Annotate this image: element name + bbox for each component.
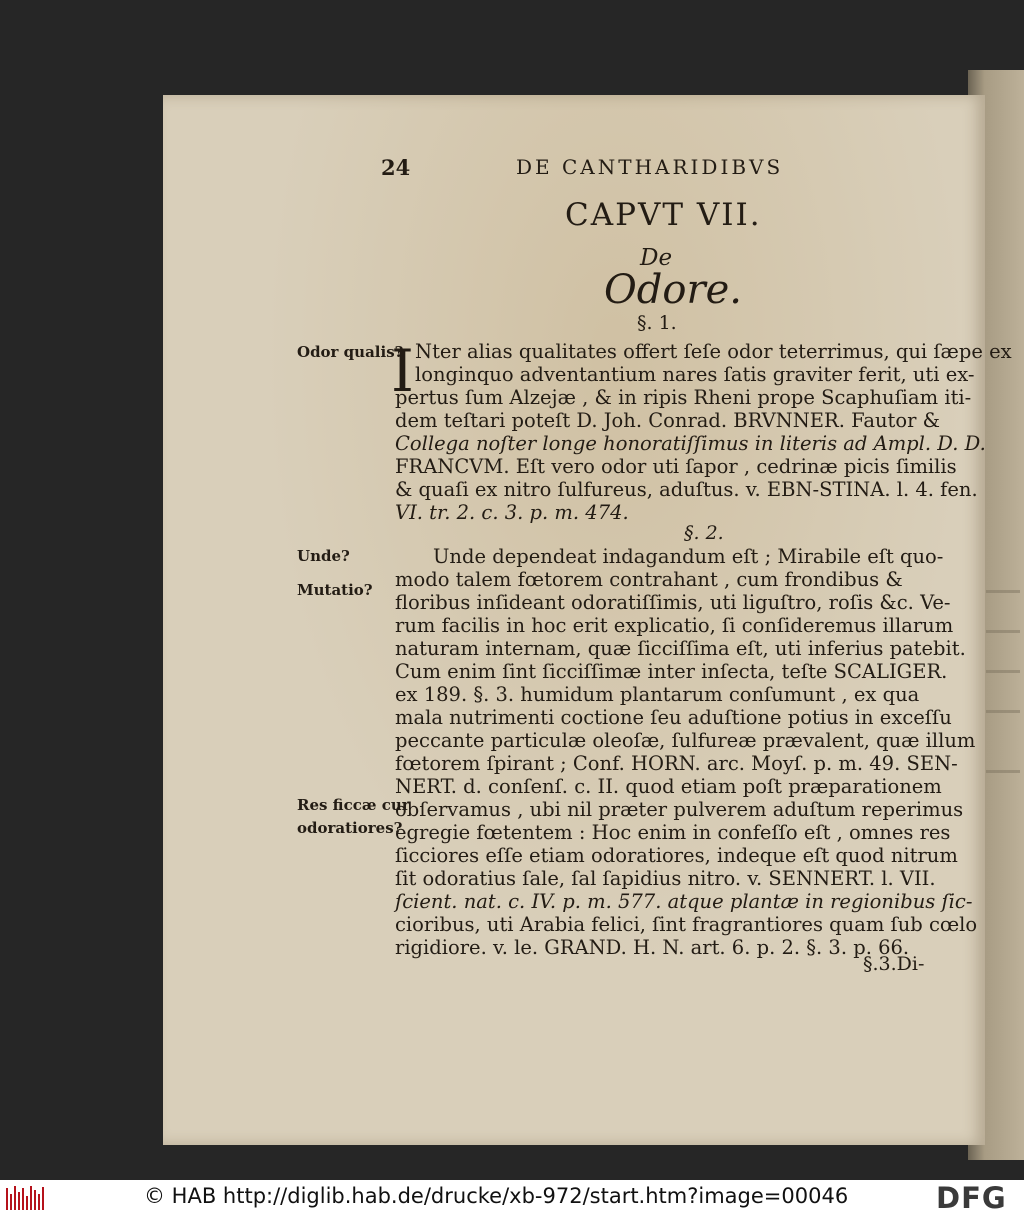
margin-note: Unde? (297, 547, 350, 565)
text-line: ſicciores eſſe etiam odoratiores, indeque eſt quod nitrum (395, 844, 958, 867)
text-line: FRANCVM. Eſt vero odor uti ſapor , cedrinæ picis ſimilis (395, 455, 957, 478)
credit-bar (0, 1180, 1024, 1216)
page-number: 24 (381, 155, 411, 180)
text-line: fœtorem ſpirant ; Conf. HORN. arc. Moyſ. p. m. 49. SEN- (395, 752, 958, 775)
dfg-logo: DFG (936, 1181, 1007, 1215)
drop-capital: I (391, 337, 414, 405)
text-line: dem teſtari poteſt D. Joh. Conrad. BRVNNER. Fautor & (395, 409, 940, 432)
text-line: rum facilis in hoc erit explicatio, ſi conſideremus illarum (395, 614, 954, 637)
catchword: §.3.Di- (863, 953, 925, 975)
text-line: Collega noſter longe honoratiſſimus in literis ad Ampl. D. D. (395, 432, 986, 455)
subtitle-main: Odore. (604, 267, 742, 313)
text-line: cioribus, uti Arabia felici, ſint fragrantiores quam ſub cœlo (395, 913, 978, 936)
margin-note: Res ficcæ cur (297, 796, 410, 814)
section-marker-2: §. 2. (684, 522, 724, 544)
text-line: naturam internam, quæ ſicciſſima eſt, uti inferius patebit. (395, 637, 966, 660)
text-line: ſcient. nat. c. IV. p. m. 577. atque plantæ in regionibus ſic- (395, 890, 973, 913)
section-marker-1: §. 1. (637, 312, 677, 334)
subtitle-de: De (640, 245, 673, 271)
margin-note: odoratiores? (297, 819, 403, 837)
text-line: modo talem fœtorem contrahant , cum frondibus & (395, 568, 903, 591)
margin-note: Mutatio? (297, 581, 373, 599)
text-line: rigidiore. v. le. GRAND. H. N. art. 6. p. 2. §. 3. p. 66. (395, 936, 910, 959)
text-line: Nter alias qualitates offert ſeſe odor teterrimus, qui ſæpe ex (415, 340, 1012, 363)
text-line: mala nutrimenti coctione ſeu aduſtione potius in exceſſu (395, 706, 952, 729)
text-line: peccante particulæ oleoſæ, ſulfureæ prævalent, quæ illum (395, 729, 976, 752)
running-head: DE CANTHARIDIBVS (516, 155, 784, 179)
text-line: Unde dependeat indagandum eſt ; Mirabile eſt quo- (433, 545, 944, 568)
chapter-title: CAPVT VII. (565, 197, 762, 233)
text-line: pertus ſum Alzejæ , & in ripis Rheni prope Scaphuſiam iti- (395, 386, 972, 409)
text-line: & quaſi ex nitro ſulfureus, aduſtus. v. EBN-STINA. l. 4. fen. (395, 478, 978, 501)
text-line: ſit odoratius ſale, ſal ſapidius nitro. v. SENNERT. l. VII. (395, 867, 936, 890)
hab-logo (6, 1186, 46, 1210)
text-line: NERT. d. conſenſ. c. II. quod etiam poſt præparationem (395, 775, 942, 798)
text-line: longinquo adventantium nares ſatis graviter ferit, uti ex- (415, 363, 975, 386)
text-line: obſervamus , ubi nil præter pulverem aduſtum reperimus (395, 798, 964, 821)
text-line: floribus inſideant odoratiſſimis, uti liguſtro, roſis &c. Ve- (395, 591, 951, 614)
text-line: ex 189. §. 3. humidum plantarum conſumunt , ex qua (395, 683, 920, 706)
margin-note: Odor qualis? (297, 343, 404, 361)
text-line: egregie fœtentem : Hoc enim in confeſſo eſt , omnes res (395, 821, 951, 844)
text-line: VI. tr. 2. c. 3. p. m. 474. (395, 501, 629, 524)
credit-link[interactable]: © HAB http://diglib.hab.de/drucke/xb-972/start.htm?image=00046 (144, 1184, 849, 1208)
book-page (163, 95, 1012, 1145)
text-line: Cum enim ſint ſicciſſimæ inter inſecta, teſte SCALIGER. (395, 660, 948, 683)
